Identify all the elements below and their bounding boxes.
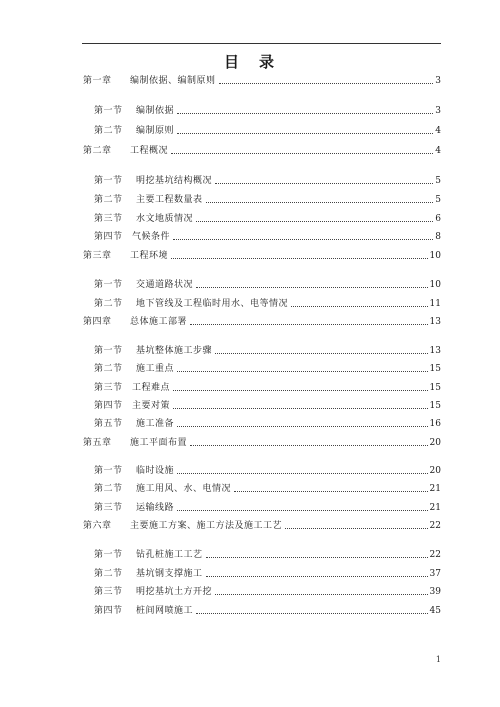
- toc-dot-leader: [171, 258, 428, 259]
- toc-entry-page: 6: [435, 214, 441, 224]
- toc-entry-number: 第一节: [94, 550, 123, 560]
- toc-entry-page: 45: [429, 606, 441, 616]
- toc-entry-page: 3: [435, 106, 441, 116]
- toc-entry-number: 第六章: [83, 521, 112, 531]
- toc-entry-title: 运输线路: [136, 503, 175, 513]
- toc-entry-section[interactable]: [94, 566, 441, 580]
- toc-dot-leader: [177, 133, 433, 134]
- toc-entry-number: 第四章: [83, 317, 112, 327]
- toc-entry-section[interactable]: [94, 584, 441, 598]
- toc-entry-number: 第四节: [94, 606, 123, 616]
- toc-entry-title: 明挖基坑土方开挖: [136, 587, 213, 597]
- footer-page-number: 1: [435, 655, 441, 664]
- toc-entry-number: 第二节: [94, 126, 123, 136]
- toc-title-char-2: 录: [259, 53, 277, 71]
- toc-title-char-1: 目: [223, 53, 241, 71]
- toc-dot-leader: [171, 153, 433, 154]
- toc-entry-title: 主要工程数量表: [136, 195, 203, 205]
- toc-entry-section[interactable]: [94, 500, 441, 514]
- toc-entry-section[interactable]: [94, 380, 441, 394]
- toc-dot-leader: [196, 221, 433, 222]
- toc-entry-number: 第一章: [83, 76, 112, 86]
- toc-dot-leader: [206, 557, 428, 558]
- toc-entry-page: 20: [429, 466, 441, 476]
- toc-dot-leader: [291, 306, 428, 307]
- toc-entry-section[interactable]: [94, 343, 441, 357]
- toc-entry-title: 基坑钢支撑施工: [136, 569, 203, 579]
- toc-entry-number: 第三节: [94, 587, 123, 597]
- toc-entry-title: 水文地质情况: [136, 214, 194, 224]
- toc-entry-section[interactable]: [94, 603, 441, 617]
- toc-entry-section[interactable]: [94, 361, 441, 375]
- toc-entry-page: 13: [429, 346, 441, 356]
- toc-entry-number: 第一节: [94, 280, 123, 290]
- toc-entry-chapter-2[interactable]: [83, 143, 441, 157]
- toc-entry-page: 37: [429, 569, 441, 579]
- toc-entry-page: 10: [429, 251, 441, 261]
- toc-entry-number: 第二节: [94, 299, 123, 309]
- toc-dot-leader: [177, 113, 433, 114]
- toc-entry-number: 第二章: [83, 146, 112, 156]
- toc-entry-number: 第四节: [94, 401, 123, 411]
- toc-entry-number: 第一节: [94, 106, 123, 116]
- toc-entry-number: 第二节: [94, 364, 123, 374]
- toc-dot-leader: [177, 510, 428, 511]
- toc-dot-leader: [215, 594, 428, 595]
- toc-entry-title: 主要施工方案、施工方法及施工工艺: [130, 521, 283, 531]
- toc-entry-number: 第三节: [94, 383, 123, 393]
- toc-entry-page: 8: [435, 232, 441, 242]
- toc-dot-leader: [215, 353, 428, 354]
- toc-entry-section[interactable]: [94, 547, 441, 561]
- toc-entry-number: 第五节: [94, 419, 123, 429]
- toc-entry-section[interactable]: [94, 296, 441, 310]
- toc-entry-page: 3: [435, 76, 441, 86]
- toc-entry-page: 22: [429, 521, 441, 531]
- toc-entry-title: 工程环境: [130, 251, 169, 261]
- toc-entry-section[interactable]: [94, 481, 441, 495]
- toc-entry-title: 编制原则: [136, 126, 175, 136]
- toc-entry-title: 总体施工部署: [130, 317, 188, 327]
- toc-entry-number: 第二节: [94, 195, 123, 205]
- toc-dot-leader: [196, 613, 428, 614]
- toc-dot-leader: [173, 408, 428, 409]
- toc-entry-page: 11: [429, 299, 441, 309]
- toc-entry-page: 4: [435, 146, 441, 156]
- toc-dot-leader: [173, 390, 428, 391]
- toc-entry-section[interactable]: [94, 398, 441, 412]
- toc-entry-number: 第三节: [94, 503, 123, 513]
- toc-dot-leader: [190, 324, 428, 325]
- toc-entry-title: 基坑整体施工步骤: [136, 346, 213, 356]
- toc-entry-title: 编制依据: [136, 106, 175, 116]
- toc-entry-title: 桩间网喷施工: [136, 606, 194, 616]
- toc-entry-section[interactable]: [94, 463, 441, 477]
- toc-entry-number: 第五章: [83, 438, 112, 448]
- toc-entry-section[interactable]: [94, 277, 441, 291]
- toc-dot-leader: [177, 473, 428, 474]
- toc-dot-leader: [190, 445, 428, 446]
- toc-entry-title: 地下管线及工程临时用水、电等情况: [136, 299, 289, 309]
- toc-entry-title: 施工准备: [136, 419, 175, 429]
- toc-entry-title: 气候条件: [132, 232, 171, 242]
- toc-entry-section[interactable]: [94, 123, 441, 137]
- toc-entry-number: 第一节: [94, 466, 123, 476]
- toc-entry-page: 22: [429, 550, 441, 560]
- toc-dot-leader: [173, 239, 433, 240]
- toc-entry-page: 15: [429, 401, 441, 411]
- toc-entry-title: 工程难点: [132, 383, 171, 393]
- toc-entry-page: 39: [429, 587, 441, 597]
- toc-entry-chapter-4[interactable]: [83, 314, 441, 328]
- toc-entry-chapter-1[interactable]: [83, 73, 441, 87]
- toc-entry-page: 10: [429, 280, 441, 290]
- toc-entry-title: 施工用风、水、电情况: [136, 484, 232, 494]
- toc-entry-chapter-6[interactable]: [83, 518, 441, 532]
- toc-dot-leader: [206, 576, 428, 577]
- toc-entry-page: 21: [429, 503, 441, 513]
- toc-dot-leader: [219, 83, 434, 84]
- toc-dot-leader: [177, 371, 428, 372]
- toc-entry-page: 21: [429, 484, 441, 494]
- toc-entry-number: 第三节: [94, 214, 123, 224]
- toc-entry-title: 编制依据、编制原则: [130, 76, 216, 86]
- toc-entry-page: 4: [435, 126, 441, 136]
- toc-entry-title: 工程概况: [130, 146, 169, 156]
- toc-entry-page: 15: [429, 364, 441, 374]
- toc-entry-page: 13: [429, 317, 441, 327]
- toc-entry-number: 第二节: [94, 569, 123, 579]
- toc-entry-page: 16: [429, 419, 441, 429]
- toc-entry-number: 第一节: [94, 346, 123, 356]
- toc-entry-number: 第二节: [94, 484, 123, 494]
- toc-entry-number: 第一节: [94, 176, 123, 186]
- toc-entry-title: 施工重点: [136, 364, 175, 374]
- toc-entry-section[interactable]: [94, 416, 441, 430]
- toc-dot-leader: [234, 491, 428, 492]
- toc-dot-leader: [215, 183, 433, 184]
- toc-entry-title: 施工平面布置: [130, 438, 188, 448]
- toc-entry-title: 临时设施: [136, 466, 175, 476]
- toc-entry-title: 交通道路状况: [136, 280, 194, 290]
- toc-entry-section[interactable]: [94, 173, 441, 187]
- toc-entry-section[interactable]: [94, 229, 441, 243]
- toc-entry-title: 明挖基坑结构概况: [136, 176, 213, 186]
- toc-entry-number: 第四节: [94, 232, 123, 242]
- toc-entry-title: 主要对策: [132, 401, 171, 411]
- toc-entry-section[interactable]: [94, 103, 441, 117]
- toc-entry-number: 第三章: [83, 251, 112, 261]
- toc-entry-page: 15: [429, 383, 441, 393]
- toc-entry-page: 20: [429, 438, 441, 448]
- toc-entry-chapter-3[interactable]: [83, 248, 441, 262]
- toc-entry-page: 5: [435, 176, 441, 186]
- toc-entry-section[interactable]: [94, 211, 441, 225]
- toc-entry-chapter-5[interactable]: [83, 435, 441, 449]
- toc-dot-leader: [196, 287, 428, 288]
- toc-entry-section[interactable]: [94, 192, 441, 206]
- toc-dot-leader: [206, 202, 434, 203]
- toc-entry-page: 5: [435, 195, 441, 205]
- toc-entry-title: 钻孔桩施工工艺: [136, 550, 203, 560]
- toc-dot-leader: [177, 426, 428, 427]
- toc-dot-leader: [285, 528, 428, 529]
